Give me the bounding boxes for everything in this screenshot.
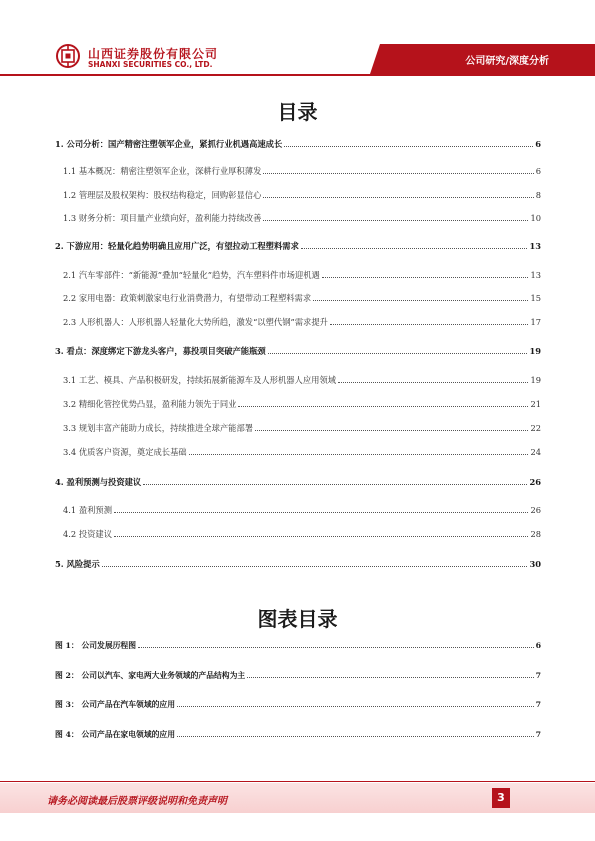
toc-leader-dots	[177, 736, 534, 737]
toc-entry[interactable]	[55, 293, 541, 304]
toc-entry-title: 2.2 家用电器：政策刺激家电行业消费潜力，有望带动工程塑料需求	[63, 293, 312, 303]
toc-leader-dots	[268, 353, 528, 354]
toc-leader-dots	[313, 300, 528, 301]
figure-toc-entry[interactable]	[55, 640, 541, 651]
toc-leader-dots	[238, 406, 528, 407]
figure-page-number: 7	[535, 700, 541, 709]
toc-leader-dots	[330, 324, 529, 325]
toc-leader-dots	[102, 566, 528, 567]
toc-entry[interactable]	[55, 317, 541, 328]
page-number: 3	[492, 788, 510, 808]
toc-entry-title: 3.1 工艺、模具、产品积极研发，持续拓展新能源车及人形机器人应用领域	[63, 375, 337, 385]
toc-entry-title: 1. 公司分析：国产精密注塑领军企业，紧抓行业机遇高速成长	[55, 139, 283, 149]
toc-leader-dots	[143, 484, 527, 485]
figure-toc-entry[interactable]	[55, 729, 541, 740]
toc-leader-dots	[177, 706, 534, 707]
toc-entry-title: 3.2 精细化管控优势凸显，盈利能力领先于同业	[63, 399, 237, 409]
toc-entry[interactable]	[55, 505, 541, 516]
toc-entry-title: 1.2 管理层及股权架构：股权结构稳定，回购彰显信心	[63, 190, 262, 200]
toc-leader-dots	[255, 430, 528, 431]
toc-leader-dots	[189, 454, 529, 455]
figure-toc-entry[interactable]	[55, 699, 541, 710]
toc-leader-dots	[338, 382, 528, 383]
toc-leader-dots	[247, 677, 533, 678]
toc-leader-dots	[322, 277, 529, 278]
toc-page-number: 6	[535, 139, 541, 149]
toc-page-number: 17	[530, 317, 541, 327]
toc-entry[interactable]	[55, 477, 541, 488]
toc-page-number: 13	[529, 241, 541, 251]
header-divider	[0, 74, 595, 76]
figure-page-number: 7	[535, 730, 541, 739]
toc-leader-dots	[301, 248, 528, 249]
toc-page-number: 26	[530, 505, 541, 515]
toc-entry-title: 3. 看点：深度绑定下游龙头客户，募投项目突破产能瓶颈	[55, 346, 266, 356]
toc-entry-title: 2.1 汽车零部件：“新能源”叠加“轻量化”趋势，汽车塑料件市场迎机遇	[63, 270, 320, 280]
toc-entry-title: 3.3 规划丰富产能助力成长，持续推进全球产能部署	[63, 423, 254, 433]
figure-toc-entry[interactable]	[55, 670, 541, 681]
toc-entry-title: 1.1 基本概况：精密注塑领军企业，深耕行业厚积薄发	[63, 166, 262, 176]
footer-disclaimer[interactable]: 请务必阅读最后股票评级说明和免责声明	[47, 796, 227, 807]
toc-entry[interactable]	[55, 529, 541, 540]
toc-entry[interactable]	[55, 241, 541, 252]
toc-page-number: 15	[530, 293, 541, 303]
toc-entry[interactable]	[55, 399, 541, 410]
figure-entry-title: 图 4： 公司产品在家电领域的应用	[55, 730, 176, 739]
toc-entry[interactable]	[55, 559, 541, 570]
toc-title: 目录	[277, 100, 318, 124]
toc-page-number: 13	[530, 270, 541, 280]
toc-entry[interactable]	[55, 166, 541, 177]
figure-page-number: 6	[535, 641, 541, 650]
toc-entry-title: 4.2 投资建议	[63, 529, 113, 539]
toc-entry-title: 2. 下游应用：轻量化趋势明确且应用广泛，有望拉动工程塑料需求	[55, 241, 299, 251]
company-name-en: SHANXI SECURITIES CO., LTD.	[88, 60, 213, 69]
footer-divider	[0, 781, 595, 782]
toc-page-number: 26	[529, 477, 541, 487]
toc-page-number: 19	[530, 375, 541, 385]
page-header	[0, 0, 595, 82]
toc-page-number: 8	[535, 190, 541, 200]
figure-entry-title: 图 1： 公司发展历程图	[55, 641, 137, 650]
toc-leader-dots	[284, 146, 533, 147]
toc-page-number: 22	[530, 423, 541, 433]
company-name-cn: 山西证券股份有限公司	[88, 47, 219, 61]
toc-entry-title: 3.4 优质客户资源，奠定成长基础	[63, 447, 187, 457]
toc-leader-dots	[263, 220, 528, 221]
toc-page-number: 30	[529, 559, 541, 569]
toc-entry[interactable]	[55, 270, 541, 281]
toc-entry-title: 2.3 人形机器人：人形机器人轻量化大势所趋，激发“以塑代钢”需求提升	[63, 317, 328, 327]
figures-toc-title: 图表目录	[257, 607, 338, 631]
report-type-label: 公司研究/深度分析	[465, 56, 549, 67]
toc-entry[interactable]	[55, 213, 541, 224]
toc-leader-dots	[263, 173, 533, 174]
toc-page-number: 28	[530, 529, 541, 539]
toc-leader-dots	[114, 536, 528, 537]
toc-entry[interactable]	[55, 447, 541, 458]
toc-entry-title: 5. 风险提示	[55, 559, 100, 569]
figure-page-number: 7	[535, 671, 541, 680]
toc-page-number: 10	[530, 213, 541, 223]
toc-page-number: 6	[535, 166, 541, 176]
toc-entry-title: 4.1 盈利预测	[63, 505, 113, 515]
toc-leader-dots	[263, 197, 533, 198]
toc-entry[interactable]	[55, 375, 541, 386]
toc-entry[interactable]	[55, 139, 541, 150]
figure-entry-title: 图 3： 公司产品在汽车领域的应用	[55, 700, 176, 709]
toc-entry-title: 4. 盈利预测与投资建议	[55, 477, 142, 487]
toc-page-number: 19	[529, 346, 541, 356]
toc-leader-dots	[114, 512, 528, 513]
toc-leader-dots	[138, 647, 534, 648]
toc-entry[interactable]	[55, 346, 541, 357]
toc-entry[interactable]	[55, 190, 541, 201]
toc-entry[interactable]	[55, 423, 541, 434]
toc-entry-title: 1.3 财务分析：项目量产业绩向好，盈利能力持续改善	[63, 213, 262, 223]
figure-entry-title: 图 2： 公司以汽车、家电两大业务领域的产品结构为主	[55, 671, 246, 680]
toc-page-number: 24	[530, 447, 541, 457]
toc-page-number: 21	[530, 399, 541, 409]
